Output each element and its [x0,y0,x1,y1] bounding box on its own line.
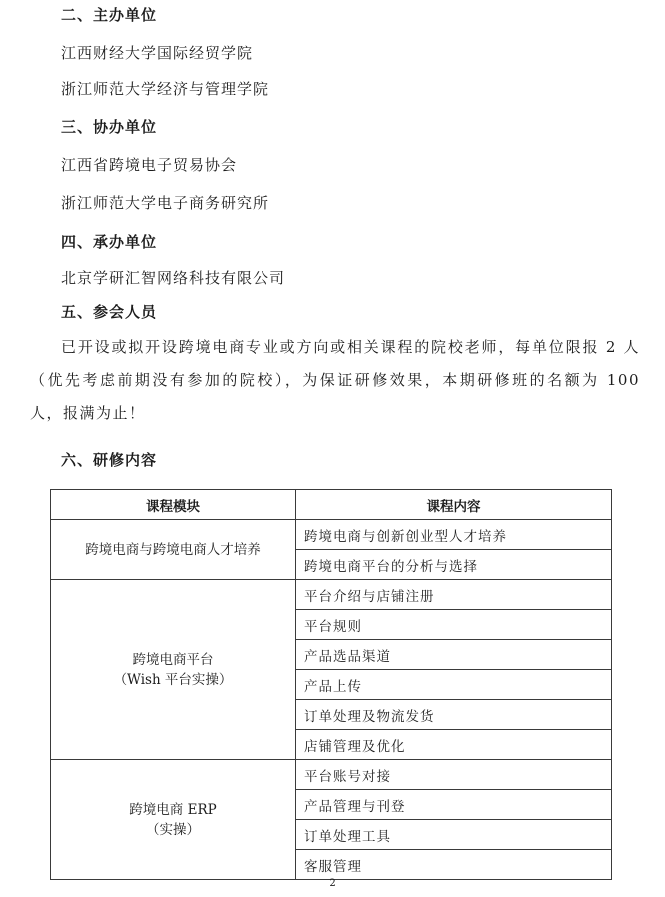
content-cell: 平台账号对接 [296,760,612,790]
page-number: 2 [329,878,336,889]
content-cell: 店铺管理及优化 [296,730,612,760]
header-content: 课程内容 [296,490,612,520]
content-cell: 产品选品渠道 [296,640,612,670]
co-org-1: 江西省跨境电子贸易协会 [61,156,238,174]
module-name: 跨境电商 ERP [129,801,217,818]
course-table [50,489,612,880]
module-cell [51,580,296,760]
module-subtitle: （Wish 平台实操） [113,671,233,688]
co-org-2: 浙江师范大学电子商务研究所 [61,194,270,212]
module-name: 跨境电商与跨境电商人才培养 [85,541,261,558]
content-cell: 产品管理与刊登 [296,790,612,820]
content-cell: 订单处理及物流发货 [296,700,612,730]
section-3-heading: 三、协办单位 [61,118,158,136]
table-header-row [51,490,612,520]
section-4-heading: 四、承办单位 [61,233,158,251]
section-6-heading: 六、研修内容 [61,451,158,469]
header-module: 课程模块 [51,490,296,520]
content-cell: 客服管理 [296,850,612,880]
participants-paragraph: 已开设或拟开设跨境电商专业或方向或相关课程的院校老师，每单位限报 2 人（优先考虑前期没有参加的院校），为保证研修效果，本期研修班的名额为 100 人，报满为止！ [30,338,640,422]
content-cell: 订单处理工具 [296,820,612,850]
host-org-1: 江西财经大学国际经贸学院 [61,44,254,62]
content-cell: 跨境电商与创新创业型人才培养 [296,520,612,550]
host-org-2: 浙江师范大学经济与管理学院 [61,80,270,98]
section-5-heading: 五、参会人员 [61,303,158,321]
content-cell: 跨境电商平台的分析与选择 [296,550,612,580]
module-cell [51,760,296,880]
section-2-heading: 二、主办单位 [61,6,158,24]
content-cell: 平台介绍与店铺注册 [296,580,612,610]
content-cell: 平台规则 [296,610,612,640]
module-subtitle: （实操） [146,821,200,838]
module-cell [51,520,296,580]
module-name: 跨境电商平台 [132,651,214,668]
table-row [51,760,612,790]
content-cell: 产品上传 [296,670,612,700]
organizer: 北京学研汇智网络科技有限公司 [61,269,286,287]
table-row [51,520,612,550]
table-row [51,580,612,610]
